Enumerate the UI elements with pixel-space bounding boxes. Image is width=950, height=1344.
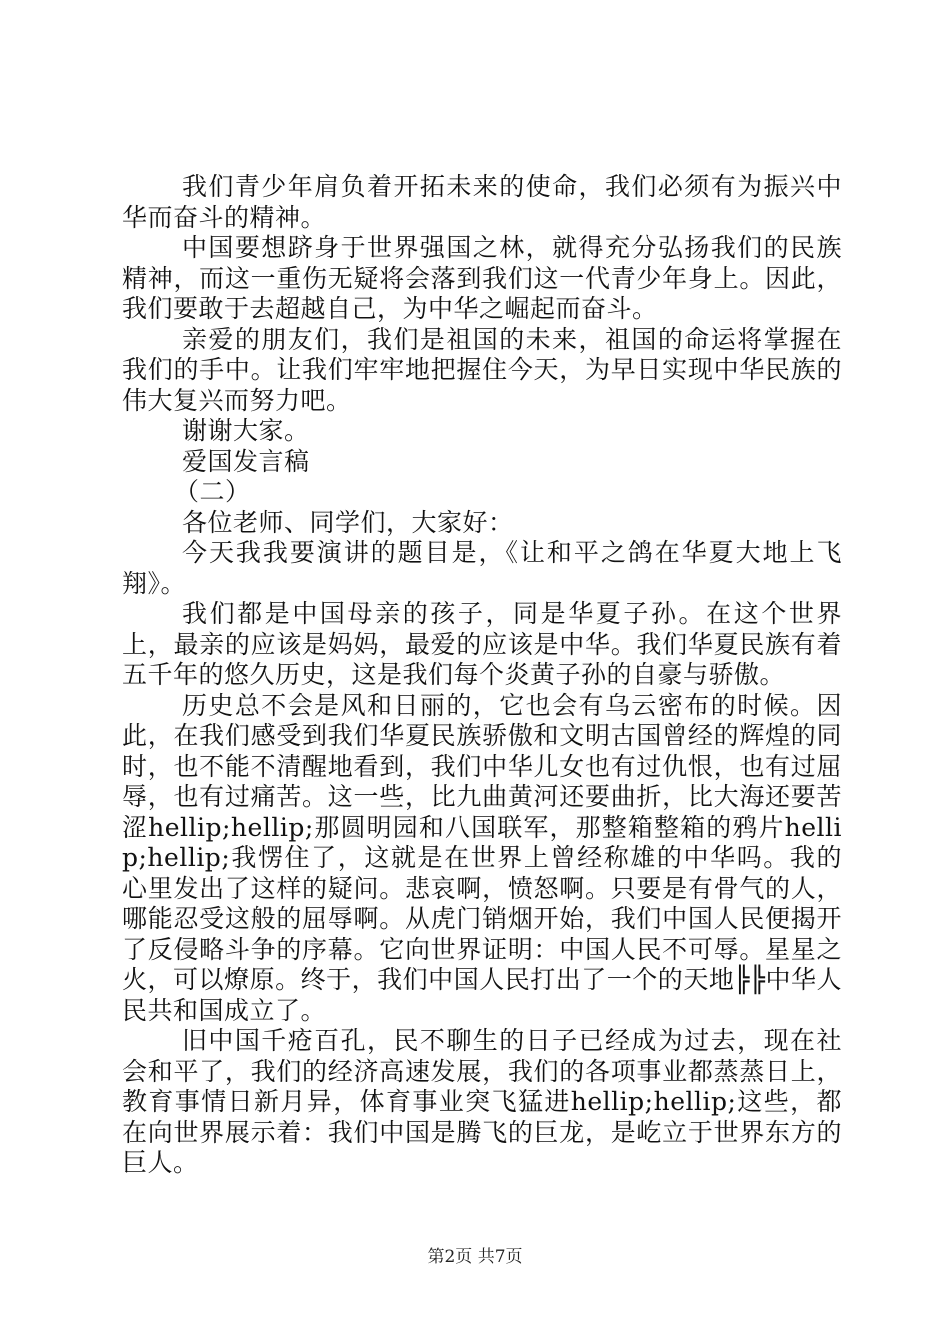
paragraph: 我们青少年肩负着开拓未来的使命，我们必须有为振兴中华而奋斗的精神。 (122, 172, 842, 232)
paragraph: 旧中国千疮百孔，民不聊生的日子已经成为过去，现在社会和平了，我们的经济高速发展，我们的各项事业都蒸蒸日上，教育事情日新月异，体育事业突飞猛进hellip;hellip;这些，都在向世界展示着：我们中国是腾飞的巨龙，是屹立于世界东方的巨人。 (122, 1026, 842, 1177)
greeting: 各位老师、同学们，大家好： (182, 507, 514, 537)
section-number: （二） (174, 477, 251, 506)
section-title: 爱国发言稿 (182, 446, 310, 476)
paragraph: 中国要想跻身于世界强国之林，就得充分弘扬我们的民族精神，而这一重伤无疑将会落到我们这一代青少年身上。因此，我们要敢于去超越自己，为中华之崛起而奋斗。 (122, 233, 842, 323)
paragraph: 谢谢大家。 (182, 416, 310, 445)
paragraph: 我们都是中国母亲的孩子，同是华夏子孙。在这个世界上，最亲的应该是妈妈，最爱的应该是中华。我们华夏民族有着五千年的悠久历史，这是我们每个炎黄子孙的自豪与骄傲。 (122, 599, 842, 689)
paragraph: 历史总不会是风和日丽的，它也会有乌云密布的时候。因此，在我们感受到我们华夏民族骄傲和文明古国曾经的辉煌的同时，也不能不清醒地看到，我们中华儿女也有过仇恨，也有过屈辱，也有过痛苦。这一些，比九曲黄河还要曲折，比大海还要苦涩hellip;hellip;那圆明园和八国联军，那整箱整箱的鸦片hellip;hellip;我愣住了，这就是在世界上曾经称雄的中华吗。我的心里发出了这样的疑问。悲哀啊，愤怒啊。只要是有骨气的人，哪能忍受这般的屈辱啊。从虎门销烟开始，我们中国人民便揭开了反侵略斗争的序幕。它向世界证明：中国人民不可辱。星星之火，可以燎原。终于，我们中国人民打出了一个的天地╠╠中华人民共和国成立了。 (122, 690, 842, 1025)
document-body (122, 172, 842, 1179)
paragraph: 亲爱的朋友们，我们是祖国的未来，祖国的命运将掌握在我们的手中。让我们牢牢地把握住今天，为早日实现中华民族的伟大复兴而努力吧。 (122, 324, 842, 415)
paragraph: 今天我我要演讲的题目是，《让和平之鸽在华夏大地上飞翔》。 (122, 538, 842, 598)
page-footer: 第2页 共7页 (427, 1247, 523, 1267)
